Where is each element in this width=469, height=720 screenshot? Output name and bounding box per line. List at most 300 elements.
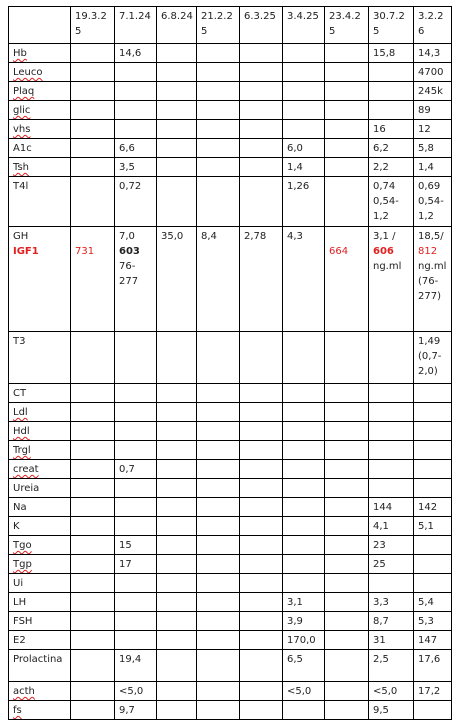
- row-label-text: Ui: [13, 578, 24, 589]
- value-cell: [71, 701, 115, 720]
- row-label: [9, 631, 71, 650]
- value-cell: [71, 612, 115, 631]
- value-cell: [157, 460, 197, 479]
- value-cell: [414, 701, 452, 720]
- value-cell: [157, 332, 197, 384]
- row-label-gh-igf1: [9, 227, 71, 332]
- value-cell: [71, 682, 115, 701]
- value-cell: [115, 612, 157, 631]
- value-cell: [240, 177, 283, 227]
- value-cell: [157, 650, 197, 682]
- value-cell: [157, 101, 197, 120]
- table-row: [9, 384, 452, 403]
- value-cell: 0,72: [115, 177, 157, 227]
- value-cell: [115, 403, 157, 422]
- row-label: [9, 612, 71, 631]
- value-cell: [240, 227, 283, 332]
- igf1-unit-range: ng.ml (76- 277): [418, 261, 447, 302]
- value-cell: [71, 63, 115, 82]
- value-cell: [325, 422, 369, 441]
- value-cell: [283, 403, 325, 422]
- value-cell: [240, 460, 283, 479]
- table-row: [9, 158, 452, 177]
- value-cell: 6,2: [369, 139, 414, 158]
- value-cell: [240, 555, 283, 574]
- value-cell: [325, 158, 369, 177]
- value-cell: [325, 82, 369, 101]
- table-row: [9, 63, 452, 82]
- value-cell: [325, 403, 369, 422]
- table-row: [9, 536, 452, 555]
- table-row: [9, 682, 452, 701]
- value-cell: [240, 574, 283, 593]
- value-cell: [197, 139, 240, 158]
- value-cell: 1,49 (0,7- 2,0): [414, 332, 452, 384]
- value-cell: [325, 63, 369, 82]
- value-cell: [197, 701, 240, 720]
- value-cell: [325, 555, 369, 574]
- value-cell: [71, 227, 115, 332]
- value-cell: 3,3: [369, 593, 414, 612]
- value-cell: [157, 44, 197, 63]
- value-cell: [197, 63, 240, 82]
- value-cell: [369, 574, 414, 593]
- table-row: [9, 574, 452, 593]
- value-cell: [283, 536, 325, 555]
- row-label-text: FSH: [13, 616, 33, 627]
- value-cell: [115, 498, 157, 517]
- row-label: [9, 479, 71, 498]
- row-label: [9, 701, 71, 720]
- value-cell: [71, 139, 115, 158]
- value-cell: 8,7: [369, 612, 414, 631]
- row-label: [9, 177, 71, 227]
- table-row: [9, 701, 452, 720]
- row-label-text: Prolactina: [13, 654, 63, 665]
- value-cell: [283, 701, 325, 720]
- value-cell: [197, 631, 240, 650]
- row-label-text: Hb: [13, 48, 27, 59]
- table-row: [9, 460, 452, 479]
- value-cell: [414, 422, 452, 441]
- value-cell: [71, 82, 115, 101]
- value-cell: [240, 441, 283, 460]
- value-cell: [157, 479, 197, 498]
- value-cell: [240, 332, 283, 384]
- value-cell: [240, 422, 283, 441]
- row-label: IGF1: [13, 246, 39, 257]
- value-cell: [115, 422, 157, 441]
- row-label: [9, 332, 71, 384]
- value-cell: [115, 574, 157, 593]
- date-header: 3.4.25: [283, 7, 325, 44]
- value-cell: [283, 422, 325, 441]
- value-cell: [369, 403, 414, 422]
- row-label-text: acth: [13, 686, 35, 697]
- value-cell: [325, 101, 369, 120]
- table-row: [9, 177, 452, 227]
- value-cell: [414, 555, 452, 574]
- value-cell: [197, 612, 240, 631]
- value-cell: 170,0: [283, 631, 325, 650]
- value-cell: [197, 498, 240, 517]
- value-cell: 1,4: [414, 158, 452, 177]
- value-cell: [369, 422, 414, 441]
- value-cell: [157, 177, 197, 227]
- value-cell: 19,4: [115, 650, 157, 682]
- value-cell: [283, 227, 325, 332]
- value-cell: [414, 479, 452, 498]
- row-label-text: T3: [13, 336, 26, 347]
- table-row: [9, 441, 452, 460]
- gh-value: 4,3: [287, 231, 303, 242]
- value-cell: [369, 441, 414, 460]
- value-cell: [71, 101, 115, 120]
- table-row: [9, 82, 452, 101]
- value-cell: [157, 555, 197, 574]
- value-cell: [283, 384, 325, 403]
- table-row: [9, 227, 452, 332]
- value-cell: [157, 536, 197, 555]
- value-cell: [71, 441, 115, 460]
- table-row: [9, 332, 452, 384]
- value-cell: [197, 555, 240, 574]
- value-cell: [197, 650, 240, 682]
- value-cell: [325, 139, 369, 158]
- value-cell: [197, 332, 240, 384]
- table-row: [9, 44, 452, 63]
- value-cell: 17,6: [414, 650, 452, 682]
- table-row: [9, 120, 452, 139]
- row-label-text: K: [13, 521, 20, 532]
- value-cell: [71, 158, 115, 177]
- value-cell: [325, 177, 369, 227]
- value-cell: [157, 158, 197, 177]
- value-cell: [325, 44, 369, 63]
- value-cell: 89: [414, 101, 452, 120]
- value-cell: [325, 227, 369, 332]
- value-cell: [369, 479, 414, 498]
- value-cell: 3,5: [115, 158, 157, 177]
- value-cell: [283, 82, 325, 101]
- value-cell: [369, 384, 414, 403]
- value-cell: [240, 63, 283, 82]
- table-row: [9, 403, 452, 422]
- value-cell: <5,0: [369, 682, 414, 701]
- value-cell: 23: [369, 536, 414, 555]
- value-cell: 9,5: [369, 701, 414, 720]
- value-cell: [197, 227, 240, 332]
- value-cell: 142: [414, 498, 452, 517]
- row-label: [9, 403, 71, 422]
- value-cell: [157, 441, 197, 460]
- row-label-text: Ureia: [13, 483, 40, 494]
- value-cell: 6,6: [115, 139, 157, 158]
- value-cell: [157, 227, 197, 332]
- value-cell: [283, 555, 325, 574]
- value-cell: [197, 403, 240, 422]
- gh-value: 18,5/: [418, 231, 444, 242]
- date-header: 6.3.25: [240, 7, 283, 44]
- value-cell: [197, 177, 240, 227]
- row-label-text: A1c: [13, 143, 32, 154]
- value-cell: [283, 574, 325, 593]
- value-cell: [157, 682, 197, 701]
- value-cell: 5,3: [414, 612, 452, 631]
- date-header: 30.7.25: [369, 7, 414, 44]
- value-cell: [197, 536, 240, 555]
- igf1-value: 603: [119, 246, 140, 257]
- value-cell: 2,2: [369, 158, 414, 177]
- value-cell: 6,5: [283, 650, 325, 682]
- value-cell: [414, 441, 452, 460]
- value-cell: [71, 403, 115, 422]
- value-cell: 3,9: [283, 612, 325, 631]
- value-cell: 5,8: [414, 139, 452, 158]
- igf1-value: 606: [373, 246, 394, 257]
- gh-value: 7,0: [119, 231, 135, 242]
- value-cell: [325, 631, 369, 650]
- table-row: [9, 498, 452, 517]
- row-label-text: Ldl: [13, 407, 28, 418]
- table-row: [9, 517, 452, 536]
- value-cell: 9,7: [115, 701, 157, 720]
- row-label: [9, 120, 71, 139]
- row-label-text: glic: [13, 105, 31, 116]
- value-cell: [115, 63, 157, 82]
- value-cell: [325, 593, 369, 612]
- value-cell: 3,1: [283, 593, 325, 612]
- value-cell: [197, 82, 240, 101]
- value-cell: [197, 460, 240, 479]
- value-cell: 17: [115, 555, 157, 574]
- value-cell: [197, 682, 240, 701]
- value-cell: [414, 574, 452, 593]
- value-cell: 144: [369, 498, 414, 517]
- value-cell: [197, 441, 240, 460]
- value-cell: [157, 422, 197, 441]
- value-cell: [325, 682, 369, 701]
- value-cell: [240, 158, 283, 177]
- value-cell: [325, 332, 369, 384]
- value-cell: [414, 403, 452, 422]
- value-cell: 0,74 0,54- 1,2: [369, 177, 414, 227]
- value-cell: [240, 682, 283, 701]
- value-cell: [157, 139, 197, 158]
- value-cell: [197, 158, 240, 177]
- row-label: [9, 593, 71, 612]
- value-cell: [325, 612, 369, 631]
- value-cell: [240, 82, 283, 101]
- row-label-text: vhs: [13, 124, 31, 135]
- value-cell: 4700: [414, 63, 452, 82]
- value-cell: [197, 479, 240, 498]
- value-cell: [240, 650, 283, 682]
- value-cell: [325, 517, 369, 536]
- value-cell: [115, 593, 157, 612]
- value-cell: [240, 101, 283, 120]
- row-label-text: Na: [13, 502, 27, 513]
- value-cell: [197, 593, 240, 612]
- value-cell: [414, 384, 452, 403]
- row-label-text: Trgl: [13, 445, 31, 456]
- value-cell: 16: [369, 120, 414, 139]
- date-header: 7.1.24: [115, 7, 157, 44]
- row-label: [9, 158, 71, 177]
- value-cell: [369, 460, 414, 479]
- row-label: [9, 536, 71, 555]
- value-cell: [71, 574, 115, 593]
- value-cell: [197, 422, 240, 441]
- value-cell: [71, 479, 115, 498]
- value-cell: [71, 460, 115, 479]
- row-label: [9, 682, 71, 701]
- value-cell: [283, 517, 325, 536]
- value-cell: [240, 120, 283, 139]
- value-cell: [240, 701, 283, 720]
- value-cell: [71, 555, 115, 574]
- value-cell: [157, 574, 197, 593]
- value-cell: 5,1: [414, 517, 452, 536]
- value-cell: [157, 82, 197, 101]
- row-label: [9, 441, 71, 460]
- value-cell: [71, 384, 115, 403]
- value-cell: [71, 631, 115, 650]
- value-cell: 1,4: [283, 158, 325, 177]
- date-header: 3.2.26: [414, 7, 452, 44]
- value-cell: [157, 403, 197, 422]
- value-cell: [283, 44, 325, 63]
- igf1-value: 812: [418, 246, 438, 257]
- value-cell: [240, 631, 283, 650]
- value-cell: [325, 441, 369, 460]
- value-cell: [240, 384, 283, 403]
- row-label-text: Leuco: [13, 67, 43, 78]
- value-cell: 5,4: [414, 593, 452, 612]
- value-cell: [240, 403, 283, 422]
- date-header: 19.3.25: [71, 7, 115, 44]
- value-cell: [157, 63, 197, 82]
- value-cell: [283, 332, 325, 384]
- value-cell: [283, 441, 325, 460]
- corner-cell: [9, 7, 71, 44]
- gh-value: 35,0: [161, 231, 184, 242]
- value-cell: [157, 498, 197, 517]
- value-cell: [71, 177, 115, 227]
- value-cell: [414, 536, 452, 555]
- value-cell: [240, 479, 283, 498]
- value-cell: 6,0: [283, 139, 325, 158]
- value-cell: [115, 82, 157, 101]
- igf1-value: 664: [329, 246, 349, 257]
- value-cell: 4,1: [369, 517, 414, 536]
- date-header: 6.8.24: [157, 7, 197, 44]
- table-row: [9, 101, 452, 120]
- value-cell: 14,6: [115, 44, 157, 63]
- value-cell: [71, 120, 115, 139]
- value-cell: [240, 139, 283, 158]
- value-cell: 15,8: [369, 44, 414, 63]
- value-cell: [369, 332, 414, 384]
- value-cell: [115, 227, 157, 332]
- value-cell: [115, 631, 157, 650]
- date-header: 23.4.25: [325, 7, 369, 44]
- table-row: [9, 139, 452, 158]
- value-cell: 0,7: [115, 460, 157, 479]
- value-cell: [157, 517, 197, 536]
- table-row: [9, 555, 452, 574]
- lab-results-sheet: [8, 6, 452, 720]
- row-label-text: LH: [13, 597, 27, 608]
- value-cell: [414, 227, 452, 332]
- value-cell: [71, 422, 115, 441]
- value-cell: [369, 101, 414, 120]
- igf1-unit: ng.ml: [373, 261, 402, 272]
- value-cell: 245k: [414, 82, 452, 101]
- date-header: 21.2.25: [197, 7, 240, 44]
- row-label: [9, 384, 71, 403]
- value-cell: [325, 536, 369, 555]
- row-label: GH: [13, 231, 29, 242]
- value-cell: [157, 631, 197, 650]
- value-cell: 25: [369, 555, 414, 574]
- value-cell: [157, 384, 197, 403]
- row-label: [9, 498, 71, 517]
- value-cell: [283, 460, 325, 479]
- gh-value: 2,78: [244, 231, 267, 242]
- value-cell: [197, 120, 240, 139]
- value-cell: [157, 593, 197, 612]
- value-cell: [325, 650, 369, 682]
- gh-value: 3,1 /: [373, 231, 396, 242]
- value-cell: [115, 441, 157, 460]
- value-cell: 0,69 0,54- 1,2: [414, 177, 452, 227]
- row-label: [9, 44, 71, 63]
- value-cell: [197, 574, 240, 593]
- row-label-text: Plaq: [13, 86, 35, 97]
- value-cell: [71, 517, 115, 536]
- value-cell: [283, 498, 325, 517]
- table-row: [9, 612, 452, 631]
- value-cell: 15: [115, 536, 157, 555]
- row-label-text: Tgp: [13, 559, 32, 570]
- value-cell: [325, 498, 369, 517]
- value-cell: [240, 44, 283, 63]
- value-cell: 12: [414, 120, 452, 139]
- lab-table: [8, 6, 452, 720]
- row-label-text: creat: [13, 464, 39, 475]
- value-cell: [240, 612, 283, 631]
- value-cell: [414, 460, 452, 479]
- row-label-text: Hdl: [13, 426, 30, 437]
- row-label-text: Tsh: [13, 162, 30, 173]
- table-row: [9, 650, 452, 682]
- value-cell: [240, 498, 283, 517]
- value-cell: 17,2: [414, 682, 452, 701]
- row-label-text: Tgo: [13, 540, 32, 551]
- row-label: [9, 555, 71, 574]
- value-cell: [115, 479, 157, 498]
- value-cell: [369, 227, 414, 332]
- row-label: [9, 101, 71, 120]
- table-row: [9, 593, 452, 612]
- row-label: [9, 574, 71, 593]
- row-label-text: CT: [13, 388, 27, 399]
- value-cell: [283, 120, 325, 139]
- value-cell: [325, 384, 369, 403]
- value-cell: <5,0: [283, 682, 325, 701]
- row-label: [9, 460, 71, 479]
